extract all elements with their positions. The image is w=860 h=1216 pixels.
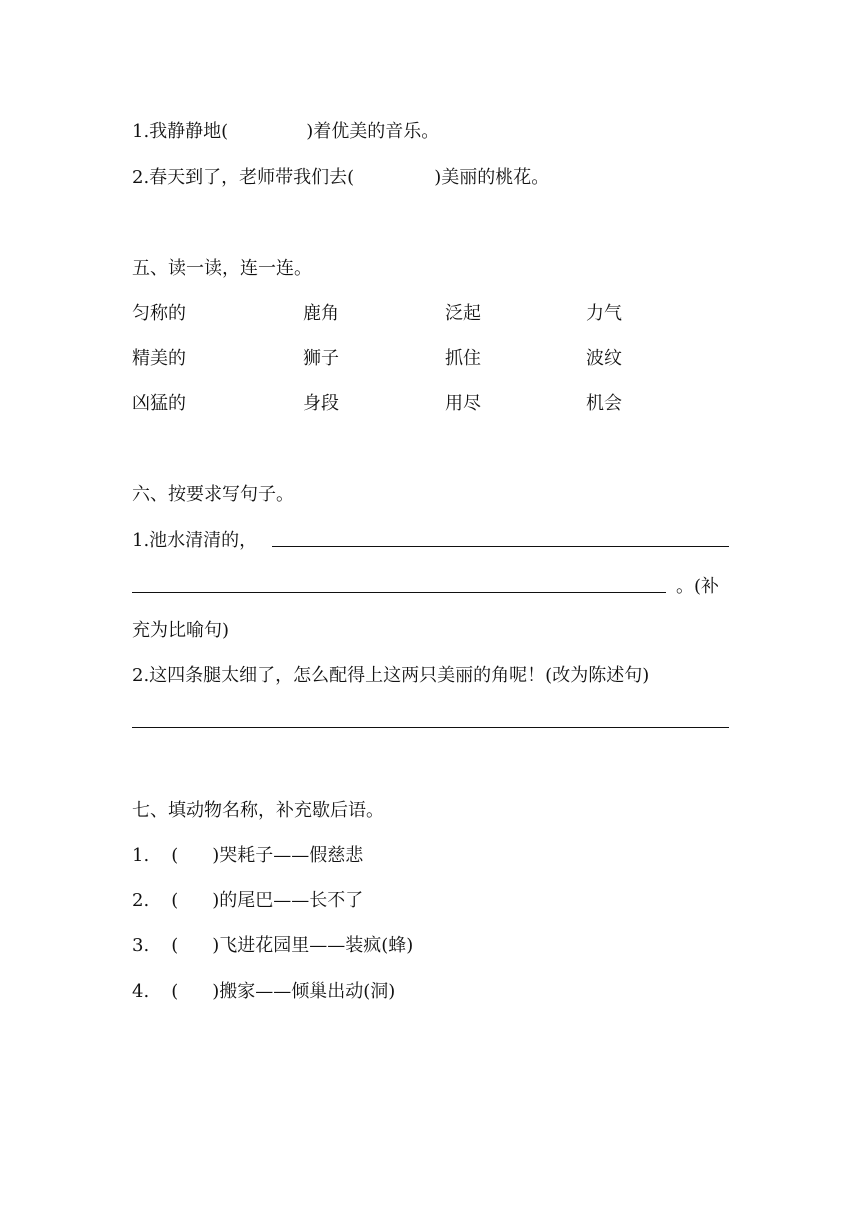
proverb-open-paren: ( [171,890,179,911]
answer-line-1[interactable] [272,546,729,547]
fill-question-1-end: )着优美的音乐。 [306,121,440,142]
match-col2-item: 身段 [303,393,339,414]
match-col1-item: 匀称的 [132,303,186,324]
section7-heading: 七、填动物名称，补充歇后语。 [132,800,384,821]
rewrite-question-1-suffix: 。(补 [676,576,720,597]
section5-heading: 五、读一读，连一连。 [132,258,312,279]
match-col4-item: 力气 [586,303,622,324]
section6-heading: 六、按要求写句子。 [132,484,294,505]
match-col1-item: 凶猛的 [132,393,186,414]
match-col4-item: 机会 [586,393,622,414]
fill-question-2 [132,166,549,190]
proverb-number: 4. [132,981,150,1002]
proverb-item [132,889,363,913]
answer-line-2[interactable] [132,592,666,593]
match-col3-item: 抓住 [445,348,481,369]
rewrite-question-1-continuation: 充为比喻句) [132,620,230,641]
proverb-open-paren: ( [171,935,179,956]
match-col4-item: 波纹 [586,348,622,369]
proverb-item [132,980,395,1004]
proverb-number: 3. [132,935,150,956]
match-col2-item: 狮子 [303,348,339,369]
fill-question-1-start: 1.我静静地( [132,121,229,142]
match-col3-item: 用尽 [445,393,481,414]
rewrite-question-1-prefix: 1.池水清清的， [132,530,258,551]
rewrite-question-2: 2.这四条腿太细了，怎么配得上这两只美丽的角呢！(改为陈述句) [132,665,650,686]
proverb-open-paren: ( [171,981,179,1002]
proverb-item [132,844,363,868]
fill-question-2-start: 2.春天到了，老师带我们去( [132,167,355,188]
fill-question-1 [132,120,439,144]
match-col1-item: 精美的 [132,348,186,369]
proverb-text: )哭耗子——假慈悲 [212,845,364,866]
answer-line-3[interactable] [132,727,729,728]
fill-question-2-end: )美丽的桃花。 [434,167,550,188]
proverb-number: 1. [132,845,150,866]
proverb-text: )的尾巴——长不了 [212,890,364,911]
match-col2-item: 鹿角 [303,303,339,324]
proverb-number: 2. [132,890,150,911]
proverb-open-paren: ( [171,845,179,866]
proverb-text: )搬家——倾巢出动(洞) [212,981,396,1002]
match-col3-item: 泛起 [445,303,481,324]
proverb-item [132,934,413,958]
proverb-text: )飞进花园里——装疯(蜂) [212,935,414,956]
